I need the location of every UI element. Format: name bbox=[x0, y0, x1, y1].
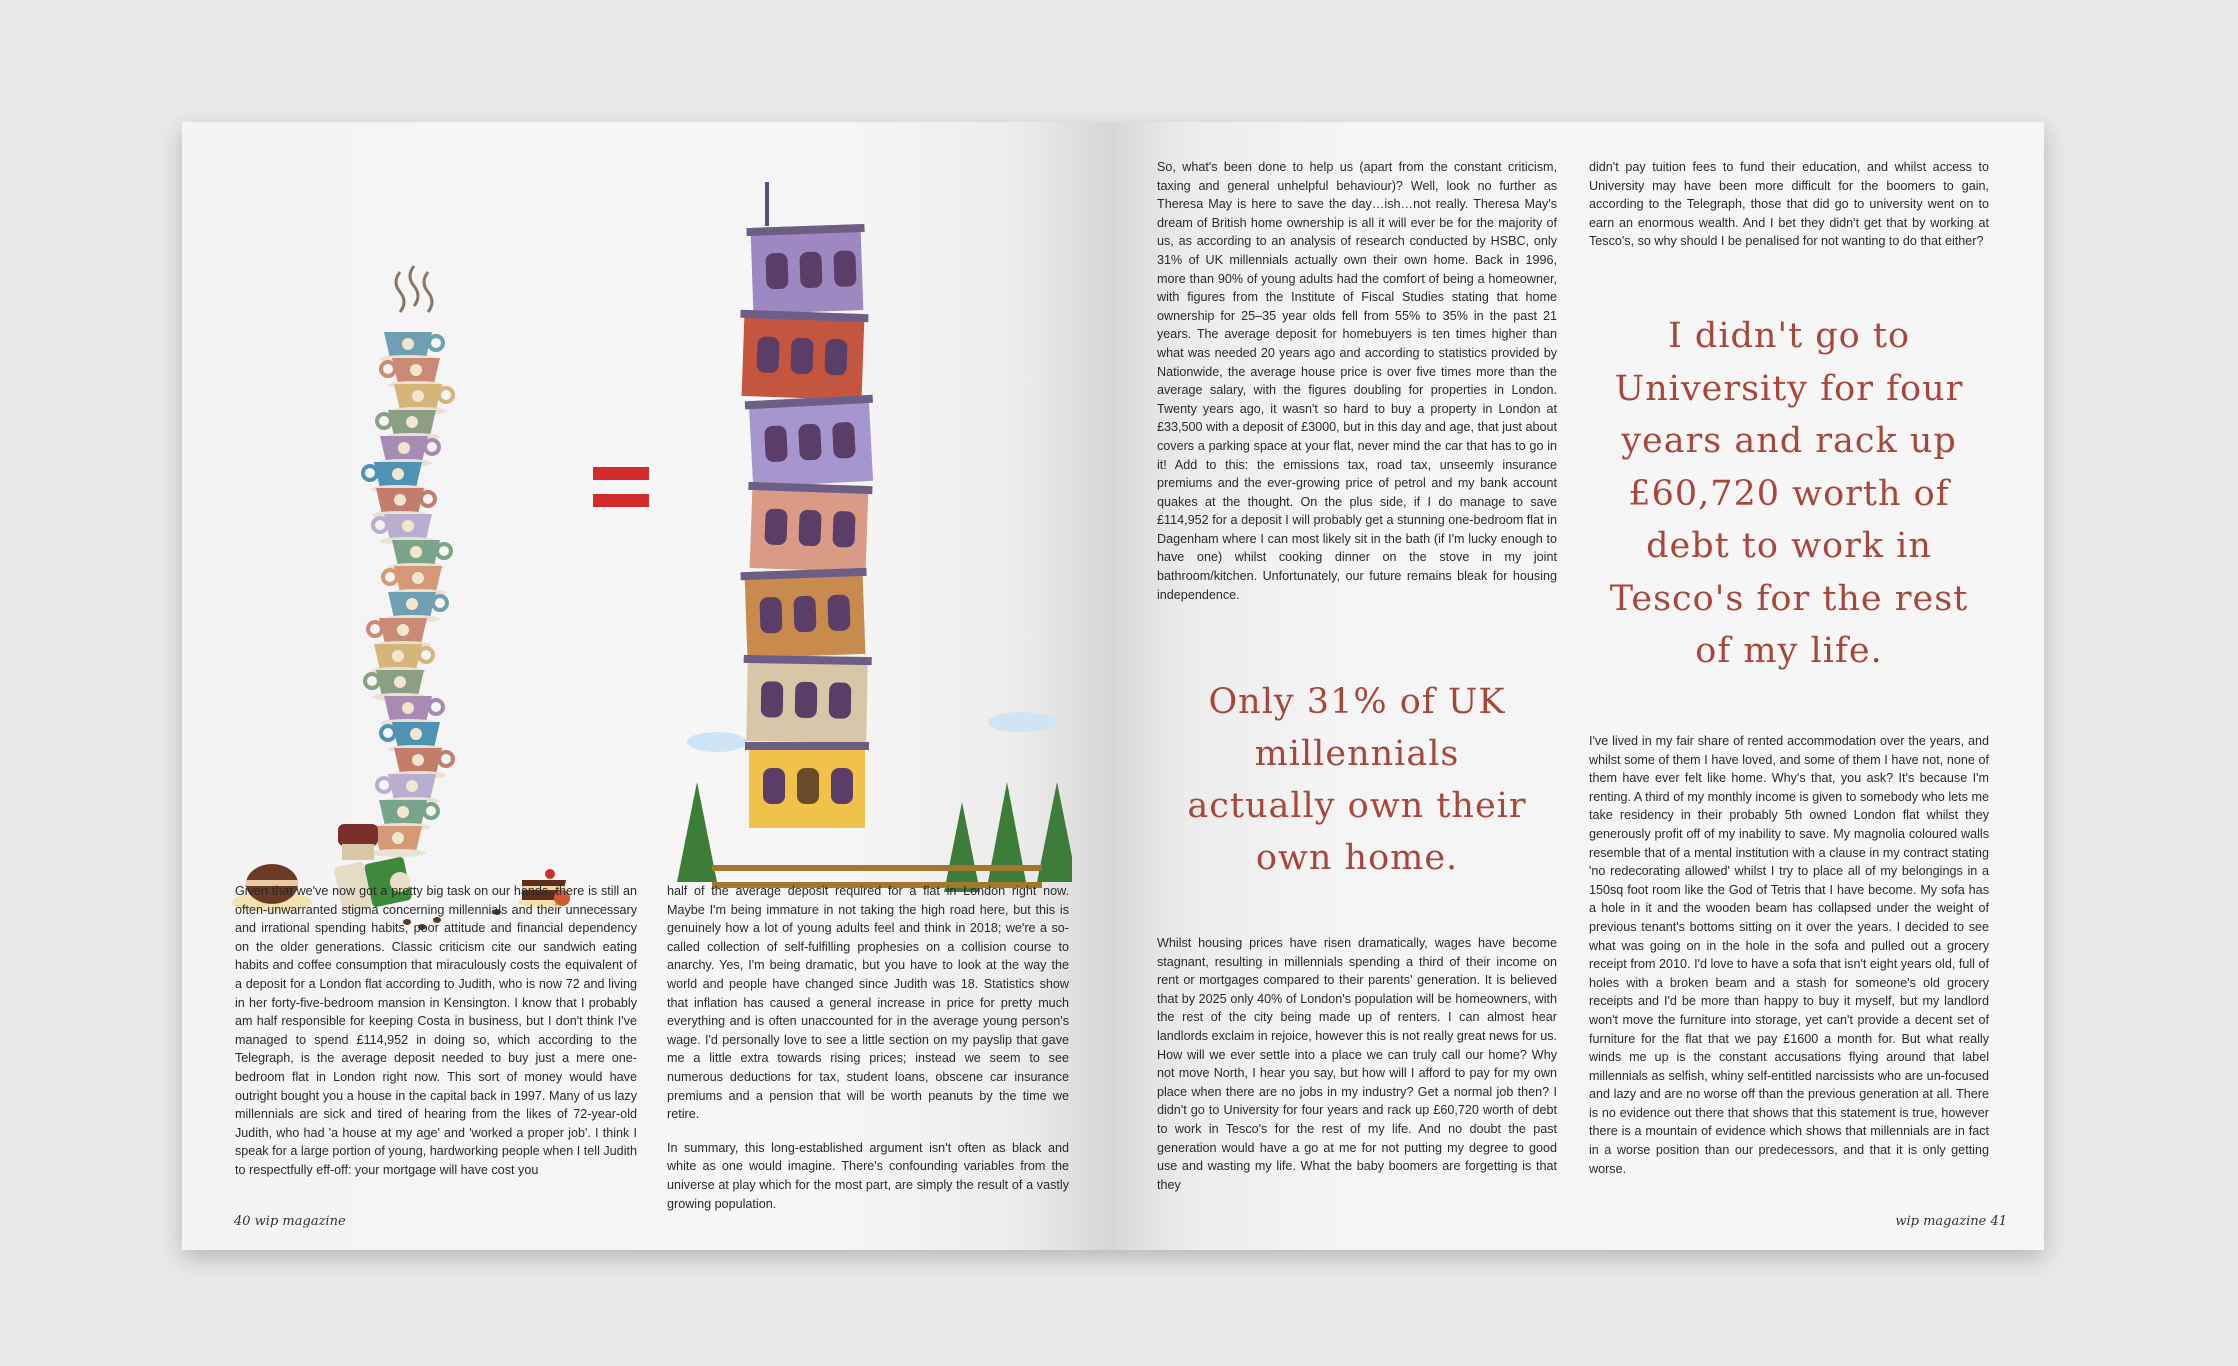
building-floor bbox=[745, 395, 877, 488]
body-paragraph: didn't pay tuition fees to fund their education, and whilst access to University may have been more difficult for the boomers to gain, according to the Telegraph, those that did go to university went on to earn an enormous wealth. And I bet they didn't get that by working at Tesco's, so why should I be penalised for not wanting to do that either? bbox=[1589, 160, 1989, 249]
left-page bbox=[182, 122, 1113, 1250]
body-paragraph: So, what's been done to help us (apart from the constant criticism, taxing and general unhelpful behaviour)? Well, look no further as Theresa May is here to save the day…ish…not really. Theresa May's dream of British home ownership is all it will ever be for the majority of us, as according to an analysis of research conducted by HSBC, only 31% of UK millennials actually own their own home. Back in 1996, more than 90% of young adults had the comfort of being a homeowner, with figures from the Institute of Fiscal Studies stating that home ownership for 25–35 year olds fell from 55% to 35% in the past 21 years. The average deposit for homebuyers is ten times higher than what was needed 20 years ago and according to statistics provided by Nationwide, the average house price is over five times more than the average salary, with the figures doubling for properties in London. Twenty years ago, it wasn't so hard to buy a property in London at £33,500 with a deposit of £3000, but in this day and age, that just about covers a parking space at your flat, never mind the car that has to go in it! Add to this: the emissions tax, road tax, unseemly insurance premiums and the ever-growing price of petrol and my bank account quakes at the thought. On the plus side, if I do manage to save £114,952 for a deposit I will probably get a stunning one-bedroom flat in Dagenham where I can most likely sit in the bath (if I'm lucky enough to have one) whilst cooking dinner on the stove in my joint bathroom/kitchen. Unfortunately, our future remains bleak for housing independence. bbox=[1157, 160, 1557, 602]
pull-quote-university-debt: I didn't go to University for four years and rack up £60,720 worth of debt to work in Tesco's for the rest of my life. bbox=[1609, 316, 1969, 671]
window-icon bbox=[793, 596, 816, 633]
body-paragraph: I've lived in my fair share of rented accommodation over the years, and whilst some of them I have loved, and some of them I have not, none of them have ever felt like home. Why's that, you ask? It's because I'm renting. A third of my monthly income is given to somebody who lets me take residency in their probably 5th owned London flat whilst they generously profit off of my inability to save. My magnolia coloured walls resemble that of a mental institution with a clause in my contract stating 'no redecorating allowed' whilst I try to place all of my belongings in a 150sq foot room like the God of Tetris that I have become. My sofa has a hole in it and the wooden beam has collapsed under the weight of previous tenant's bottoms sitting on it over the years. I decided to see what was going on in the hole in the sofa and pulled out a grocery receipt from 2010. I'd love to have a sofa that isn't eight years old, full of holes with a broken beam and a stash for someone's old grocery receipts and I'd be more than happy to buy it myself, but my landlord won't move the furniture into storage, yet can't provide a decent set of furniture for the flat that we pay £1600 a month for. But what really winds me up is the constant accusations flying around that label millennials as selfish, whiny self-entitled narcissists who are un-focused and lazy and are no worse off than the previous generation at all. There is no evidence out there that shows that this statement is true, however there is a mountain of evidence which shows that millennials are in fact in a worse position than our predecessors, and that it is only getting worse. bbox=[1589, 734, 1989, 1176]
takeaway-cup-lid-icon bbox=[338, 824, 378, 860]
left-column-1 bbox=[235, 882, 637, 1195]
equals-sign-icon bbox=[593, 467, 649, 507]
building-floor bbox=[746, 482, 873, 572]
leaning-house-tower-illustration bbox=[672, 182, 1072, 922]
magazine-spread bbox=[182, 122, 2044, 1250]
window-icon bbox=[798, 424, 822, 461]
left-column-2 bbox=[667, 882, 1069, 1228]
window-icon bbox=[827, 594, 850, 631]
window-icon bbox=[790, 338, 813, 375]
tree-icon bbox=[677, 782, 1072, 892]
window-icon bbox=[759, 597, 782, 634]
pull-quote-millennials-own: Only 31% of UK millennials actually own their own home. bbox=[1187, 682, 1527, 878]
window-icon bbox=[795, 682, 818, 718]
building-floor bbox=[745, 742, 869, 828]
window-icon bbox=[832, 422, 856, 459]
coffee-cup-tower-illustration bbox=[232, 192, 572, 942]
right-column-2-bottom bbox=[1589, 732, 1989, 1193]
body-paragraph: half of the average deposit required for a flat in London right now. Maybe I'm being immature in not taking the high road here, but this is genuinely how a lot of young adults feel and think in 2018; we're a so-called collection of self-fulfilling prophesies on a collision course to anarchy. Yes, I'm being dramatic, but you have to look at the way the world and people have changed since Judith was 18. Statistics show that inflation has caused a general increase in price for pretty much everything and is often unaccounted for in the average young person's wage. I'd personally love to see a little section on my payslip that gave me a little extra towards rising prices; instead we seem to see numerous deductions for tax, student loans, obscene car insurance premiums and a pension that will be worth peanuts by the time we retire. bbox=[667, 884, 1069, 1122]
window-icon bbox=[763, 768, 785, 804]
building-floor bbox=[746, 224, 867, 314]
window-icon bbox=[764, 508, 787, 545]
left-page-folio: 40 wip magazine bbox=[234, 1214, 346, 1229]
window-icon bbox=[833, 250, 856, 287]
building-floor bbox=[738, 310, 869, 400]
window-icon bbox=[761, 681, 784, 717]
window-icon bbox=[764, 425, 788, 462]
body-paragraph: In summary, this long-established argument isn't often as black and white as one would imagine. There's confounding variables from the universe at play which for the most part, are simply the result of a vastly growing population. bbox=[667, 1140, 1069, 1211]
window-icon bbox=[797, 768, 819, 804]
window-icon bbox=[824, 339, 847, 376]
building-floor bbox=[740, 568, 869, 658]
right-column-1-bottom bbox=[1157, 934, 1557, 1209]
body-paragraph: Whilst housing prices have risen dramatically, wages have become stagnant, resulting in millennials spending a third of their income on rent or mortgages compared to their parents' generation. It is believed that by 2025 only 40% of London's population will be homeowners, with the rest of the city being made up of renters. I can almost hear landlords exclaim in rejoice, however this is not really great news for us. How will we ever settle into a place we can truly call our home? Why not move North, I hear you say, but how will I afford to pay for my own place when there are no jobs in my industry? Get a normal job then? I didn't go to University for four years and rack up £60,720 worth of debt to work in Tesco's for the rest of my life. And no doubt the past generation would have a go at me for not putting my degree to good use and wasting my life. What the baby boomers are forgetting is that they bbox=[1157, 936, 1557, 1192]
window-icon bbox=[756, 336, 779, 373]
window-icon bbox=[765, 253, 788, 290]
cloud-icon bbox=[687, 712, 1056, 752]
right-page-folio: wip magazine 41 bbox=[1895, 1214, 2007, 1229]
window-icon bbox=[799, 251, 822, 288]
window-icon bbox=[798, 510, 821, 547]
body-paragraph: Given that we've now got a pretty big task on our hands, there is still an often-unwarranted stigma concerning millennials and their unnecessary and irrational spending habits, poor attitude and financial dependency on the older generations. Classic criticism cite our sandwich eating habits and coffee consumption that miraculously costs the equivalent of a deposit for a London flat according to Judith, who is now 72 and living in her forty-five-bedroom mansion in Kensington. I know that I probably am half responsible for keeping Costa in business, but I don't think I've managed to spend £114,952 in doing so, which according to the Telegraph, is the average deposit needed to buy just a mere one-bedroom flat in London right now. This sort of money would have outright bought you a house in the capital back in 1997. Many of us lazy millennials are sick and tired of hearing from the likes of 72-year-old Judith, who had 'a house at my age' and 'worked a proper job'. I think I speak for a large portion of young, hardworking people when I tell Judith to respectfully eff-off: your mortgage will have cost you bbox=[235, 884, 637, 1177]
steam-icon bbox=[396, 266, 432, 312]
window-icon bbox=[832, 511, 855, 548]
building-floor bbox=[742, 655, 871, 743]
window-icon bbox=[831, 768, 853, 804]
window-icon bbox=[829, 682, 852, 718]
right-column-2-top bbox=[1589, 158, 1989, 266]
right-page bbox=[1113, 122, 2044, 1250]
right-column-1-top bbox=[1157, 158, 1557, 619]
